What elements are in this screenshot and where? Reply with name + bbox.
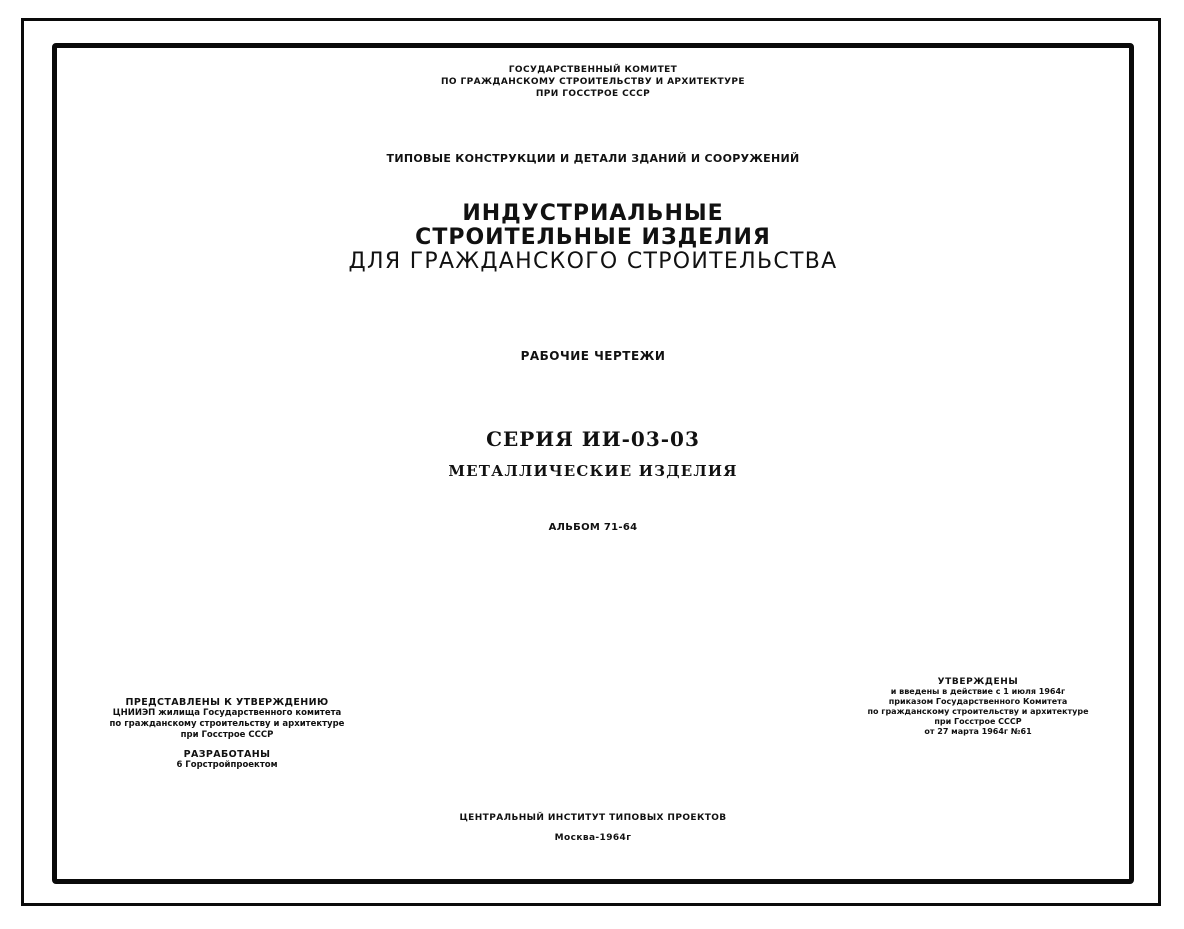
committee-header	[52, 64, 1134, 100]
title-line-1: ИНДУСТРИАЛЬНЫЕ	[462, 201, 724, 226]
spacer	[66, 741, 388, 749]
album-number: АЛЬБОМ 71-64	[548, 522, 638, 533]
submitted-line-2: по гражданскому строительству и архитектуре	[109, 719, 345, 729]
publisher-institute: ЦЕНТРАЛЬНЫЙ ИНСТИТУТ ТИПОВЫХ ПРОЕКТОВ	[459, 813, 727, 823]
committee-line-1: ГОСУДАРСТВЕННЫЙ КОМИТЕТ	[508, 65, 678, 75]
approved-line-2: приказом Государственного Комитета	[888, 697, 1068, 706]
publication-city-year: Москва-1964г	[554, 833, 632, 843]
committee-line-3: ПРИ ГОССТРОЕ СССР	[535, 89, 651, 99]
title-line-3: ДЛЯ ГРАЖДАНСКОГО СТРОИТЕЛЬСТВА	[348, 249, 838, 274]
title-line-2: СТРОИТЕЛЬНЫЕ ИЗДЕЛИЯ	[415, 225, 771, 250]
approved-heading: УТВЕРЖДЕНЫ	[937, 677, 1019, 687]
submitted-heading: ПРЕДСТАВЛЕНЫ К УТВЕРЖДЕНИЮ	[125, 697, 329, 708]
approved-line-1: и введены в действие с 1 июля 1964г	[890, 687, 1066, 696]
approved-line-4: при Госстрое СССР	[934, 717, 1022, 726]
document-subtitle: ТИПОВЫЕ КОНСТРУКЦИИ И ДЕТАЛИ ЗДАНИЙ И СООРУЖЕНИЙ	[386, 152, 800, 165]
series-products: МЕТАЛЛИЧЕСКИЕ ИЗДЕЛИЯ	[448, 462, 738, 480]
committee-line-2: ПО ГРАЖДАНСКОМУ СТРОИТЕЛЬСТВУ И АРХИТЕКТУРЕ	[441, 77, 745, 87]
working-drawings-label: РАБОЧИЕ ЧЕРТЕЖИ	[520, 349, 666, 363]
series-name: СЕРИЯ ИИ-03-03	[486, 427, 700, 451]
developed-by: 6 Горстройпроектом	[176, 760, 278, 770]
approved-block	[828, 677, 1128, 737]
submitted-block	[66, 697, 388, 771]
submitted-line-3: при Госстрое СССР	[180, 730, 274, 740]
approved-line-5: от 27 марта 1964г №61	[924, 727, 1032, 736]
approved-line-3: по гражданскому строительству и архитектуре	[867, 707, 1089, 716]
developed-heading: РАЗРАБОТАНЫ	[183, 749, 271, 760]
submitted-line-1: ЦНИИЭП жилища Государственного комитета	[112, 708, 342, 718]
document-title	[52, 202, 1134, 274]
